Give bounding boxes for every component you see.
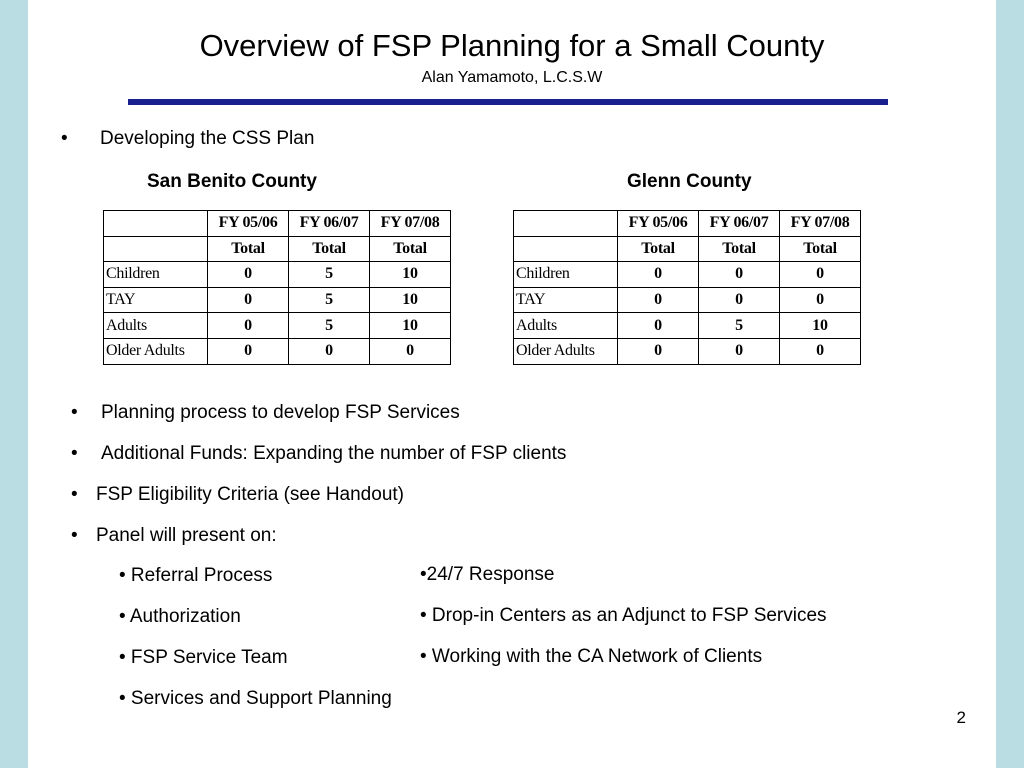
table-row (104, 287, 451, 313)
table-cell: 0 (699, 338, 780, 364)
table-cell: 0 (699, 262, 780, 288)
table-row (514, 338, 861, 364)
table-cell: 5 (289, 287, 370, 313)
bullet-eligibility-criteria (71, 483, 404, 507)
table-cell: FY 05/06 (208, 211, 289, 237)
table-cell: 0 (780, 287, 861, 313)
table-cell: TAY (104, 287, 208, 313)
table-cell: 10 (370, 262, 451, 288)
table-row (104, 338, 451, 364)
table-subheader-row (514, 236, 861, 262)
table-cell: 0 (208, 287, 289, 313)
table-cell: 0 (618, 262, 699, 288)
table-cell: Adults (514, 313, 618, 339)
table-cell: Total (208, 236, 289, 262)
table-cell: 5 (289, 262, 370, 288)
table-row (104, 262, 451, 288)
bullet-text: Additional Funds: Expanding the number of FSP clients (101, 443, 567, 464)
bullet-text: Panel will present on: (96, 525, 277, 546)
table-cell: 5 (289, 313, 370, 339)
bullet-developing-css-plan (61, 127, 314, 151)
table-glenn (513, 210, 861, 365)
bullet-mark: • (71, 402, 78, 423)
table-cell (104, 211, 208, 237)
table-cell: Total (699, 236, 780, 262)
table-cell: Children (104, 262, 208, 288)
table-cell: 0 (780, 262, 861, 288)
page-number: 2 (956, 708, 966, 727)
table-cell: 0 (208, 262, 289, 288)
table-row (514, 262, 861, 288)
table-cell: Children (514, 262, 618, 288)
slide-subtitle: Alan Yamamoto, L.C.S.W (421, 69, 603, 86)
county-title-glenn: Glenn County (627, 171, 752, 192)
bullet-text: Developing the CSS Plan (100, 128, 315, 149)
table-cell: 10 (780, 313, 861, 339)
table-cell: Older Adults (104, 338, 208, 364)
bullet-mark: • (61, 128, 68, 149)
table-cell: Total (780, 236, 861, 262)
panel-item-service-team: • FSP Service Team (119, 647, 288, 668)
table-cell: 0 (618, 287, 699, 313)
panel-item-24-7-response: •24/7 Response (420, 564, 555, 585)
panel-item-drop-in-centers: • Drop-in Centers as an Adjunct to FSP Services (420, 605, 827, 626)
table-cell (514, 236, 618, 262)
table-cell: FY 06/07 (699, 211, 780, 237)
table-cell: Older Adults (514, 338, 618, 364)
bullet-panel-present (71, 524, 277, 548)
panel-item-authorization: • Authorization (119, 606, 241, 627)
bullet-mark: • (71, 525, 78, 546)
table-cell: 0 (208, 338, 289, 364)
table-header-row (514, 211, 861, 237)
table-header-row (104, 211, 451, 237)
table-cell (104, 236, 208, 262)
slide (28, 0, 996, 768)
table-row (514, 287, 861, 313)
table-cell: 0 (780, 338, 861, 364)
bullet-mark: • (71, 484, 78, 505)
table-san-benito (103, 210, 451, 365)
table-cell: FY 07/08 (370, 211, 451, 237)
table-cell: Total (370, 236, 451, 262)
table-cell: FY 06/07 (289, 211, 370, 237)
table-cell: 0 (618, 313, 699, 339)
table-cell: FY 07/08 (780, 211, 861, 237)
slide-title: Overview of FSP Planning for a Small County (199, 28, 825, 63)
title-divider (128, 99, 888, 105)
bullet-text: FSP Eligibility Criteria (see Handout) (96, 484, 404, 505)
table-cell: TAY (514, 287, 618, 313)
table-cell: 0 (208, 313, 289, 339)
table-cell: 0 (618, 338, 699, 364)
table-cell: 10 (370, 313, 451, 339)
bullet-additional-funds (71, 442, 566, 466)
bullet-planning-process (71, 401, 460, 425)
table-row (104, 313, 451, 339)
panel-item-referral: • Referral Process (119, 565, 273, 586)
bullet-text: Planning process to develop FSP Services (101, 402, 460, 423)
table-subheader-row (104, 236, 451, 262)
panel-item-ca-network: • Working with the CA Network of Clients (420, 646, 763, 667)
table-cell: Adults (104, 313, 208, 339)
table-cell: 0 (699, 287, 780, 313)
table-cell: FY 05/06 (618, 211, 699, 237)
table-cell: Total (289, 236, 370, 262)
county-title-san-benito: San Benito County (147, 171, 317, 192)
table-cell: 5 (699, 313, 780, 339)
table-cell (514, 211, 618, 237)
bullet-mark: • (71, 443, 78, 464)
table-cell: Total (618, 236, 699, 262)
table-row (514, 313, 861, 339)
table-cell: 0 (289, 338, 370, 364)
table-cell: 10 (370, 287, 451, 313)
table-cell: 0 (370, 338, 451, 364)
panel-item-services-support: • Services and Support Planning (119, 688, 392, 709)
